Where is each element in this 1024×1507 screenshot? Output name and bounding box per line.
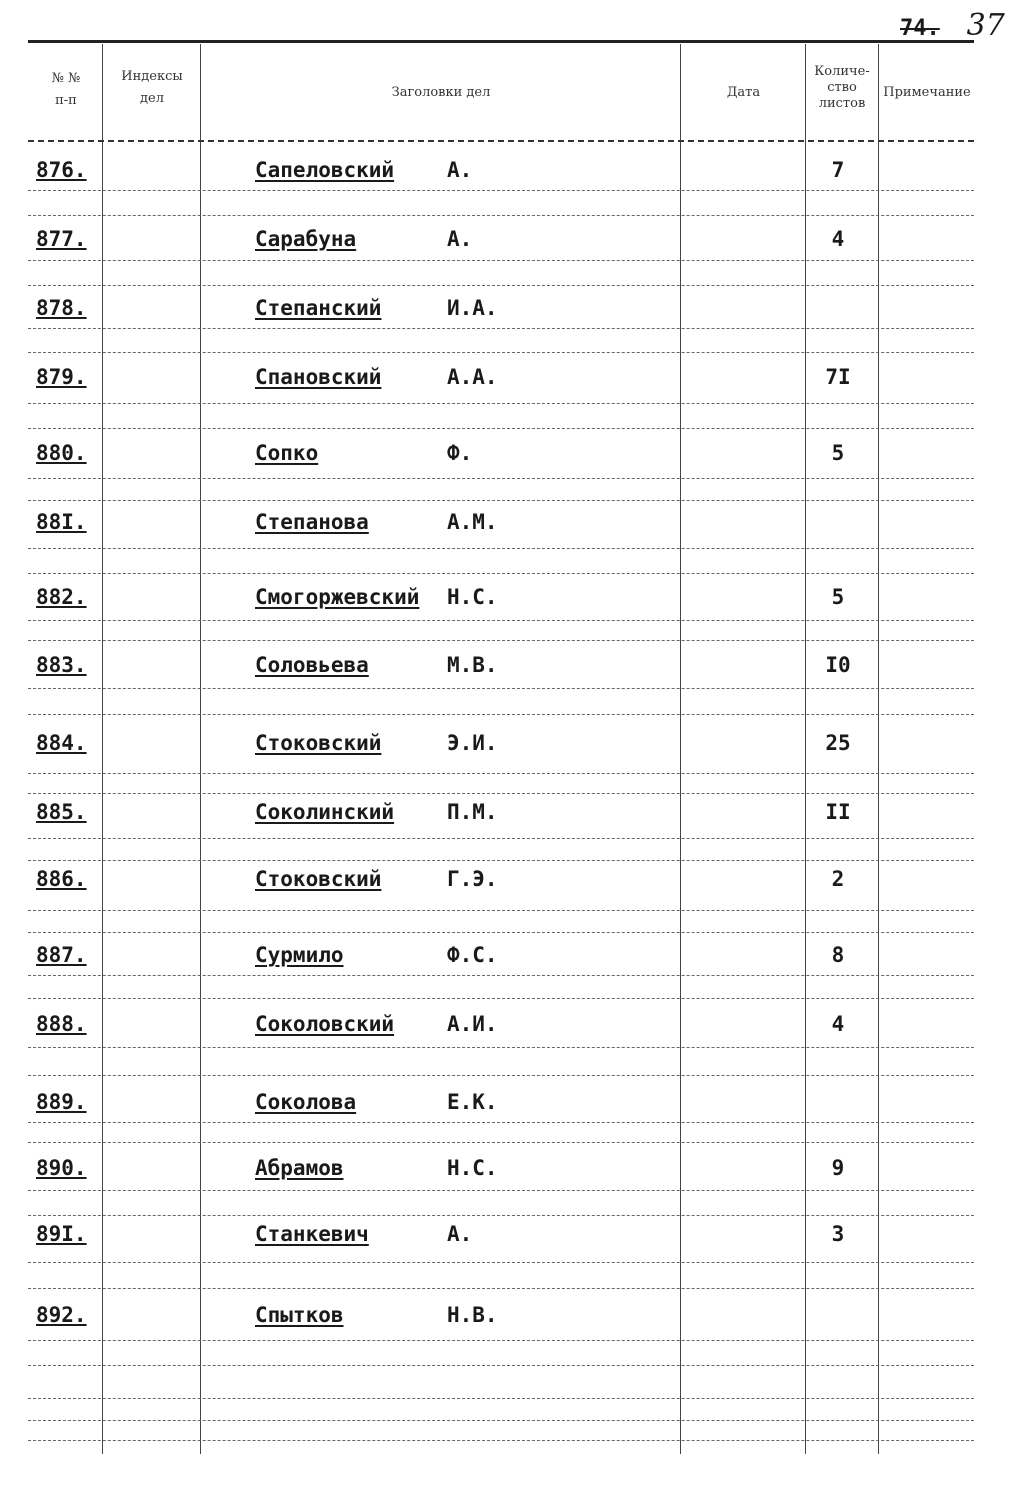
ruled-line (28, 352, 974, 353)
ruled-line (28, 548, 974, 549)
surname: Соколова (255, 1090, 357, 1114)
sheet-count: I0 (825, 653, 851, 677)
ruled-line (28, 1142, 974, 1143)
ruled-line (28, 838, 974, 839)
surname: Смогоржевский (255, 585, 420, 609)
ruled-line (28, 640, 974, 641)
row-number: 886. (36, 867, 87, 891)
sheet-count: 9 (831, 1156, 845, 1180)
row-number: 880. (36, 441, 87, 465)
sheet-count: 7 (831, 158, 845, 182)
initials: М.В. (447, 653, 498, 677)
initials: А. (447, 1222, 473, 1246)
surname: Сопко (255, 441, 319, 465)
sheet-count: 5 (831, 585, 845, 609)
current-page-number: 37 (966, 8, 1005, 43)
ruled-line (28, 1398, 974, 1399)
surname: Стоковский (255, 731, 382, 755)
header-index: Индексы дел (121, 69, 183, 106)
ruled-line (28, 793, 974, 794)
ruled-line (28, 620, 974, 621)
row-number: 892. (36, 1303, 87, 1327)
ruled-line (28, 260, 974, 261)
ruled-line (28, 328, 974, 329)
row-number: 887. (36, 943, 87, 967)
initials: А. (447, 158, 473, 182)
ruled-line (28, 478, 974, 479)
ruled-line (28, 285, 974, 286)
column-divider (805, 44, 806, 1454)
ruled-line (28, 714, 974, 715)
ruled-line (28, 1365, 974, 1366)
surname: Спановский (255, 365, 382, 389)
column-divider (200, 44, 201, 1454)
row-number: 885. (36, 800, 87, 824)
header-title: Заголовки дел (391, 85, 491, 100)
initials: А.И. (447, 1012, 498, 1036)
row-number: 890. (36, 1156, 87, 1180)
header-note: Примечание (883, 85, 971, 100)
row-number: 883. (36, 653, 87, 677)
sheet-count: 8 (831, 943, 845, 967)
initials: А.А. (447, 365, 498, 389)
row-number: 884. (36, 731, 87, 755)
row-number: 877. (36, 227, 87, 251)
ruled-line (28, 860, 974, 861)
initials: Е.К. (447, 1090, 498, 1114)
header-num: № № п-п (51, 71, 81, 108)
surname: Стоковский (255, 867, 382, 891)
surname: Соловьева (255, 653, 369, 677)
ruled-line (28, 932, 974, 933)
initials: Г.Э. (447, 867, 498, 891)
ruled-line (28, 403, 974, 404)
row-number: 882. (36, 585, 87, 609)
sheet-count: 3 (831, 1222, 845, 1246)
sheet-count: 25 (825, 731, 851, 755)
header-sheets: Количе- ство листов (814, 64, 870, 111)
row-number: 88I. (36, 510, 87, 534)
ruled-line (28, 1288, 974, 1289)
surname: Сапеловский (255, 158, 395, 182)
ruled-line (28, 1340, 974, 1341)
ruled-line (28, 998, 974, 999)
column-divider (878, 44, 879, 1454)
sheet-count: 2 (831, 867, 845, 891)
initials: Ф.С. (447, 943, 498, 967)
initials: Н.С. (447, 585, 498, 609)
ruled-line (28, 573, 974, 574)
initials: Н.В. (447, 1303, 498, 1327)
row-number: 89I. (36, 1222, 87, 1246)
ruled-line (28, 500, 974, 501)
initials: Ф. (447, 441, 473, 465)
surname: Соколинский (255, 800, 395, 824)
ruled-line (28, 428, 974, 429)
ruled-line (28, 1215, 974, 1216)
column-divider (680, 44, 681, 1454)
sheet-count: 5 (831, 441, 845, 465)
ruled-line (28, 688, 974, 689)
ruled-line (28, 1075, 974, 1076)
surname: Соколовский (255, 1012, 395, 1036)
initials: Н.С. (447, 1156, 498, 1180)
ruled-line (28, 1047, 974, 1048)
ruled-line (28, 910, 974, 911)
row-number: 888. (36, 1012, 87, 1036)
crossed-page-number: 74. (900, 16, 940, 41)
ruled-line (28, 1262, 974, 1263)
ruled-line (28, 1440, 974, 1441)
ruled-line (28, 190, 974, 191)
sheet-count: 7I (825, 365, 851, 389)
column-divider (102, 44, 103, 1454)
initials: Э.И. (447, 731, 498, 755)
row-number: 889. (36, 1090, 87, 1114)
row-number: 879. (36, 365, 87, 389)
sheet-count: 4 (831, 1012, 845, 1036)
surname: Станкевич (255, 1222, 369, 1246)
ruled-line (28, 1420, 974, 1421)
initials: А.М. (447, 510, 498, 534)
ruled-line (28, 975, 974, 976)
row-number: 878. (36, 296, 87, 320)
header-date: Дата (726, 85, 761, 100)
ruled-line (28, 215, 974, 216)
sheet-count: 4 (831, 227, 845, 251)
initials: И.А. (447, 296, 498, 320)
top-rule (28, 40, 974, 43)
surname: Абрамов (255, 1156, 344, 1180)
ruled-line (28, 1190, 974, 1191)
row-number: 876. (36, 158, 87, 182)
ruled-line (28, 773, 974, 774)
sheet-count: II (825, 800, 851, 824)
surname: Степанова (255, 510, 369, 534)
surname: Степанский (255, 296, 382, 320)
initials: П.М. (447, 800, 498, 824)
ruled-line (28, 1122, 974, 1123)
page-number (900, 8, 1005, 43)
surname: Сарабуна (255, 227, 357, 251)
header-rule (28, 140, 974, 142)
surname: Спытков (255, 1303, 344, 1327)
initials: А. (447, 227, 473, 251)
surname: Сурмило (255, 943, 344, 967)
